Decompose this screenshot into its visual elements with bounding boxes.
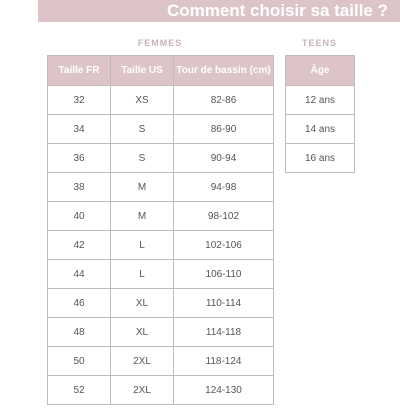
table-cell: XL — [111, 318, 174, 347]
header-tour-de-bassin: Tour de bassin (cm) — [174, 56, 274, 86]
table-row — [48, 347, 274, 376]
table-cell: 44 — [48, 260, 111, 289]
table-cell: 124-130 — [174, 376, 274, 405]
table-cell: 42 — [48, 231, 111, 260]
table-cell: 14 ans — [286, 115, 355, 144]
table-cell: L — [111, 231, 174, 260]
table-cell: 52 — [48, 376, 111, 405]
table-cell: S — [111, 144, 174, 173]
table-row — [48, 318, 274, 347]
table-cell: M — [111, 202, 174, 231]
table-header-row — [286, 56, 355, 86]
table-cell: 94-98 — [174, 173, 274, 202]
table-cell: 102-106 — [174, 231, 274, 260]
table-cell: XS — [111, 86, 174, 115]
table-cell: 38 — [48, 173, 111, 202]
table-cell: 34 — [48, 115, 111, 144]
femmes-size-table — [47, 55, 274, 405]
table-cell: 114-118 — [174, 318, 274, 347]
table-cell: 110-114 — [174, 289, 274, 318]
title-banner — [38, 0, 400, 22]
header-taille-fr: Taille FR — [48, 56, 111, 86]
table-cell: 16 ans — [286, 144, 355, 173]
page-title: Comment choisir sa taille ? — [166, 1, 388, 20]
table-row — [48, 86, 274, 115]
table-cell: 46 — [48, 289, 111, 318]
table-cell: L — [111, 260, 174, 289]
table-cell: 12 ans — [286, 86, 355, 115]
table-row — [286, 144, 355, 173]
table-row — [48, 173, 274, 202]
table-row — [48, 231, 274, 260]
table-row — [48, 115, 274, 144]
header-taille-us: Taille US — [111, 56, 174, 86]
table-row — [286, 86, 355, 115]
table-cell: 98-102 — [174, 202, 274, 231]
table-row — [48, 376, 274, 405]
table-cell: 2XL — [111, 376, 174, 405]
table-header-row — [48, 56, 274, 86]
table-cell: S — [111, 115, 174, 144]
table-cell: 2XL — [111, 347, 174, 376]
teens-age-table — [285, 55, 355, 173]
teens-section-label: TEENS — [301, 38, 337, 48]
table-cell: 48 — [48, 318, 111, 347]
table-row — [48, 144, 274, 173]
table-cell: 82-86 — [174, 86, 274, 115]
table-cell: 106-110 — [174, 260, 274, 289]
table-cell: 40 — [48, 202, 111, 231]
table-cell: 118-124 — [174, 347, 274, 376]
table-cell: 36 — [48, 144, 111, 173]
table-row — [48, 202, 274, 231]
table-cell: 86-90 — [174, 115, 274, 144]
table-row — [286, 115, 355, 144]
femmes-section-label: FEMMES — [137, 38, 183, 48]
table-cell: 32 — [48, 86, 111, 115]
table-cell: 90-94 — [174, 144, 274, 173]
table-cell: XL — [111, 289, 174, 318]
table-cell: M — [111, 173, 174, 202]
table-row — [48, 289, 274, 318]
table-cell: 50 — [48, 347, 111, 376]
header-age: Âge — [286, 56, 355, 86]
table-row — [48, 260, 274, 289]
